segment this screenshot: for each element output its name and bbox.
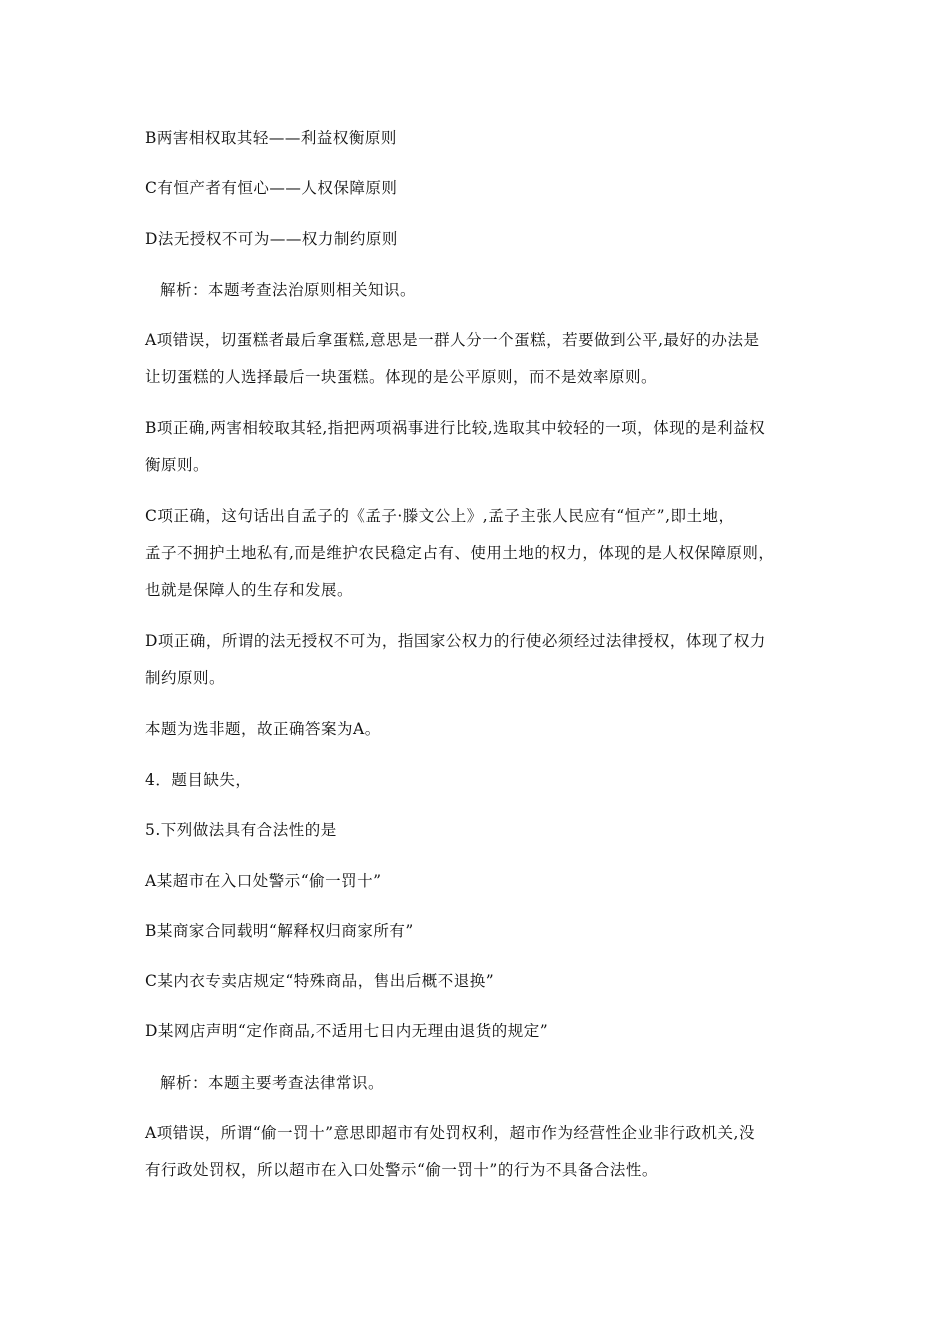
explanation-b-line-2: 衡原则。 [145,456,210,474]
q5-option-b: B某商家合同载明“解释权归商家所有” [145,922,414,940]
q5-analysis-heading: 解析：本题主要考查法律常识。 [160,1074,385,1092]
question-5-stem: 5.下列做法具有合法性的是 [145,821,337,839]
explanation-c-line-1: C项正确，这句话出自孟子的《孟子·滕文公上》,孟子主张人民应有“恒产”,即土地， [145,507,735,525]
explanation-a-line-2: 让切蛋糕的人选择最后一块蛋糕。体现的是公平原则，而不是效率原则。 [145,368,658,386]
explanation-c-line-3: 也就是保障人的生存和发展。 [145,581,354,599]
explanation-d-line-1: D项正确，所谓的法无授权不可为，指国家公权力的行使必须经过法律授权，体现了权力 [145,632,766,650]
q5-explanation-a-line-2: 有行政处罚权，所以超市在入口处警示“偷一罚十”的行为不具备合法性。 [145,1161,658,1179]
option-c-line: C有恒产者有恒心——人权保障原则 [145,179,398,197]
explanation-d-line-2: 制约原则。 [145,669,226,687]
q5-option-d: D某网店声明“定作商品,不适用七日内无理由退货的规定” [145,1022,549,1040]
option-b-line: B两害相权取其轻——利益权衡原则 [145,129,397,147]
analysis-heading: 解析：本题考查法治原则相关知识。 [160,281,417,299]
q5-explanation-a-line-1: A项错误，所谓“偷一罚十”意思即超市有处罚权利，超市作为经营性企业非行政机关,没 [145,1124,755,1142]
question-4-line: 4．题目缺失， [145,771,252,789]
answer-line: 本题为选非题，故正确答案为A。 [145,720,381,738]
explanation-a-line-1: A项错误，切蛋糕者最后拿蛋糕,意思是一群人分一个蛋糕，若要做到公平,最好的办法是 [145,331,760,349]
option-d-line: D法无授权不可为——权力制约原则 [145,230,398,248]
explanation-c-line-2: 孟子不拥护土地私有,而是维护农民稳定占有、使用土地的权力，体现的是人权保障原则， [145,544,775,562]
explanation-b-line-1: B项正确,两害相较取其轻,指把两项祸事进行比较,选取其中较轻的一项，体现的是利益权 [145,419,766,437]
q5-option-c: C某内衣专卖店规定“特殊商品，售出后概不退换” [145,972,495,990]
q5-option-a: A某超市在入口处警示“偷一罚十” [145,872,382,890]
